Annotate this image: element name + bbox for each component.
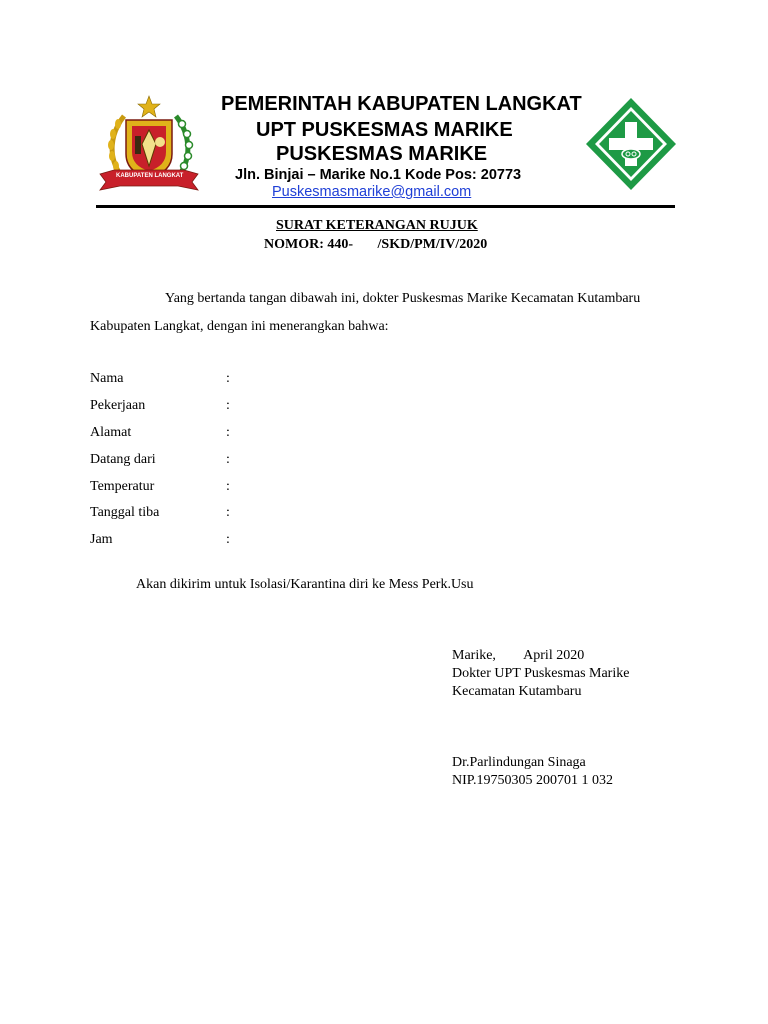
header-address: Jln. Binjai – Marike No.1 Kode Pos: 20773 [235, 167, 522, 183]
header-line-2: UPT PUSKESMAS MARIKE [256, 119, 513, 141]
intro-line-2: Kabupaten Langkat, dengan ini menerangkan bahwa: [90, 319, 389, 334]
puskesmas-logo [584, 96, 678, 192]
field-label-temperatur: Temperatur [90, 479, 155, 494]
intro-line-1: Yang bertanda tangan dibawah ini, dokter Puskesmas Marike Kecamatan Kutambaru [165, 291, 641, 306]
field-label-nama: Nama [90, 371, 124, 386]
signature-place-date: Marike, April 2020 [452, 648, 585, 663]
signature-position-2: Kecamatan Kutambaru [452, 684, 582, 699]
header-line-1: PEMERINTAH KABUPATEN LANGKAT [221, 93, 582, 115]
field-colon: : [226, 505, 230, 520]
header-email-link[interactable]: Puskesmasmarike@gmail.com [272, 184, 472, 200]
field-label-pekerjaan: Pekerjaan [90, 398, 146, 413]
signature-nip: NIP.19750305 200701 1 032 [452, 773, 614, 788]
signature-position-1: Dokter UPT Puskesmas Marike [452, 666, 630, 681]
header-line-3: PUSKESMAS MARIKE [276, 143, 488, 165]
field-colon: : [226, 371, 230, 386]
field-label-jam: Jam [90, 532, 113, 547]
signature-name: Dr.Parlindungan Sinaga [452, 755, 586, 770]
header-divider [96, 205, 675, 208]
document-title: SURAT KETERANGAN RUJUK [276, 218, 478, 233]
field-colon: : [226, 425, 230, 440]
field-colon: : [226, 398, 230, 413]
isolation-note: Akan dikirim untuk Isolasi/Karantina diri ke Mess Perk.Usu [136, 577, 474, 592]
field-colon: : [226, 479, 230, 494]
field-label-tanggal-tiba: Tanggal tiba [90, 505, 160, 520]
field-colon: : [226, 452, 230, 467]
field-label-alamat: Alamat [90, 425, 132, 440]
field-label-datang-dari: Datang dari [90, 452, 156, 467]
document-number: NOMOR: 440- /SKD/PM/IV/2020 [264, 237, 488, 252]
seal-banner-text: KABUPATEN LANGKAT [116, 173, 184, 179]
field-colon: : [226, 532, 230, 547]
kabupaten-langkat-seal-logo [94, 94, 204, 192]
